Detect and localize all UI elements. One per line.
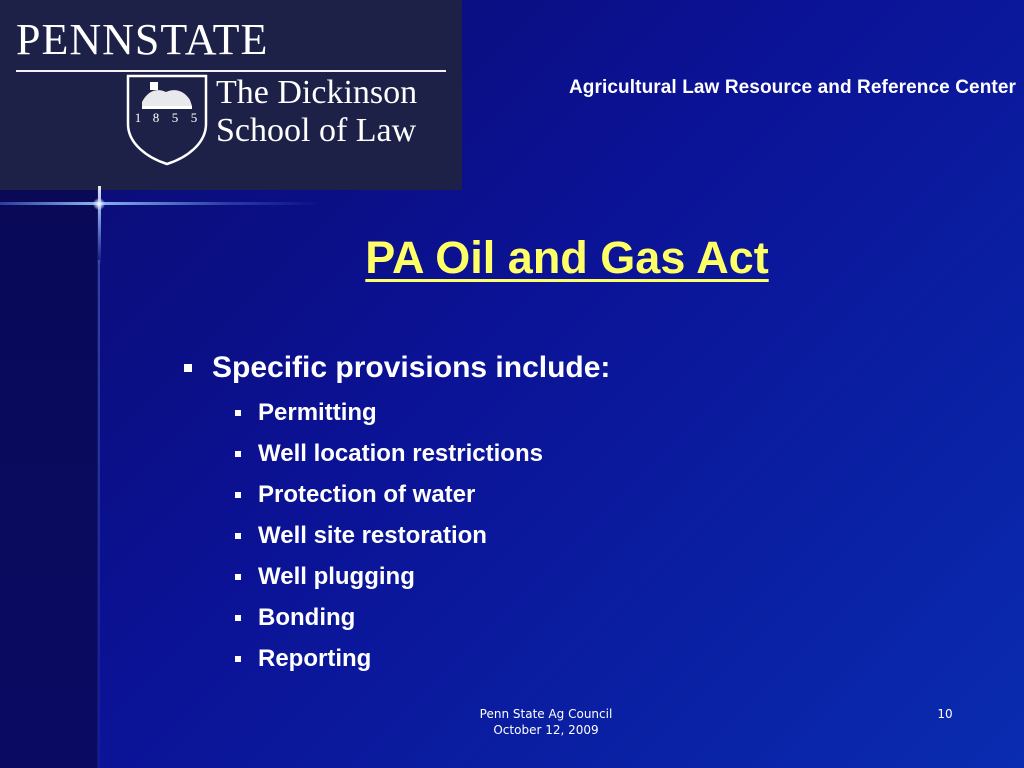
square-bullet-icon (184, 364, 192, 372)
sub-bullet-item (235, 433, 610, 474)
sub-bullet-text: Protection of water (258, 480, 476, 508)
sub-bullet-item (235, 515, 610, 556)
sub-bullet-text: Reporting (258, 644, 372, 672)
square-bullet-icon (235, 410, 241, 416)
seal-digit-5: 5 (171, 110, 179, 125)
sub-bullet-text: Well location restrictions (258, 439, 543, 467)
pennstate-wordmark: PENNSTATE (16, 15, 269, 64)
sub-bullet-item (235, 597, 610, 638)
seal-digit-8: 8 (152, 110, 160, 125)
logo-block (0, 0, 462, 190)
resource-center-name: Agricultural Law Resource and Reference Center (568, 77, 1016, 98)
seal-digit-1: 1 (134, 110, 142, 125)
square-bullet-icon (235, 615, 241, 621)
sub-bullet-item (235, 556, 610, 597)
slide-title: PA Oil and Gas Act (365, 232, 769, 283)
sub-bullet-item (235, 638, 610, 679)
seal-digit-5b: 5 (190, 110, 198, 125)
sub-bullet-text: Well site restoration (258, 521, 487, 549)
sub-bullet-text: Permitting (258, 398, 377, 426)
bullet-list (182, 350, 610, 679)
sub-bullet-list (182, 392, 610, 679)
flare-horizontal (0, 202, 320, 205)
sub-bullet-text: Bonding (258, 603, 356, 631)
school-name-line1: The Dickinson (216, 74, 418, 111)
school-name-line2: School of Law (216, 112, 417, 150)
law-school-seal-icon (124, 72, 210, 166)
main-bullet-text: Specific provisions include: (212, 351, 611, 384)
flare-vertical-line (98, 260, 100, 768)
main-bullet (182, 350, 610, 386)
square-bullet-icon (235, 451, 241, 457)
square-bullet-icon (235, 574, 241, 580)
page-number: 10 (937, 707, 953, 721)
square-bullet-icon (235, 533, 241, 539)
school-name (216, 74, 417, 150)
flare-center (93, 198, 105, 210)
footer-text (446, 706, 646, 738)
sub-bullet-item (235, 474, 610, 515)
square-bullet-icon (235, 492, 241, 498)
sub-bullet-text: Well plugging (258, 562, 415, 590)
footer-line2: October 12, 2009 (493, 723, 599, 737)
sub-bullet-item (235, 392, 610, 433)
square-bullet-icon (235, 656, 241, 662)
logo-divider (16, 70, 446, 72)
footer-line1: Penn State Ag Council (479, 707, 613, 721)
